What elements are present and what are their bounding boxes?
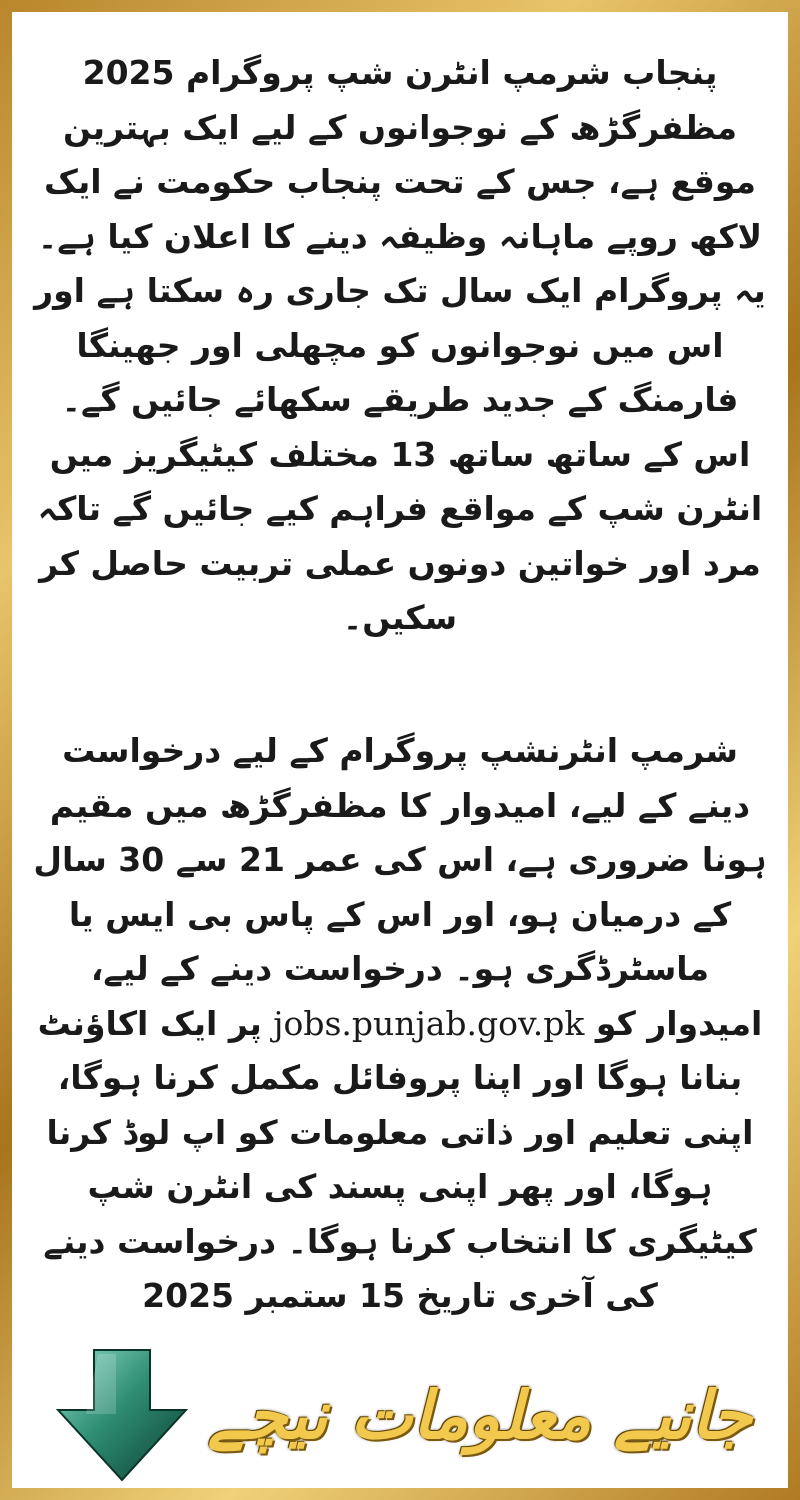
arrow-down-icon <box>56 1348 188 1482</box>
paragraph-2-text-before-url: شرمپ انٹرنشپ پروگرام کے لیے درخواست دینے کے لیے، امیدوار کا مظفرگڑھ میں مقیم ہونا ضروری ہے، اس کی عمر 21 سے 30 سال کے درمیان ہو، اور اس کے پاس بی ایس یا ماسٹرڈگری ہو۔ درخواست دینے کے لیے، امیدوار کو <box>33 731 767 1043</box>
article-paragraph-2 <box>30 724 770 1324</box>
paragraph-2-text-after-url: پر ایک اکاؤنٹ بنانا ہوگا اور اپنا پروفائل مکمل کرنا ہوگا، اپنی تعلیم اور ذاتی معلومات کو اپ لوڈ کرنا ہوگا، اور پھر اپنی پسند کی انٹرن شپ کیٹیگری کا انتخاب کرنا ہوگا۔ درخواست دینے کی آخری تاریخ 15 ستمبر 2025 <box>37 1003 757 1315</box>
call-to-action-banner <box>12 1342 788 1488</box>
content-panel <box>12 12 788 1488</box>
learn-more-below-heading: جانیے معلومات نیچے <box>207 1377 752 1454</box>
jobs-portal-url: jobs.punjab.gov.pk <box>273 1003 585 1043</box>
article-paragraph-1: پنجاب شرمپ انٹرن شپ پروگرام 2025 مظفرگڑھ کے نوجوانوں کے لیے ایک بہترین موقع ہے، جس کے تحت پنجاب حکومت نے ایک لاکھ روپے ماہانہ وظیفہ دینے کا اعلان کیا ہے۔ یہ پروگرام ایک سال تک جاری رہ سکتا ہے اور اس میں نوجوانوں کو مچھلی اور جھینگا فارمنگ کے جدید طریقے سکھائے جائیں گے۔ اس کے ساتھ ساتھ 13 مختلف کیٹیگریز میں انٹرن شپ کے مواقع فراہم کیے جائیں گے تاکہ مرد اور خواتین دونوں عملی تربیت حاصل کر سکیں۔ <box>34 53 766 637</box>
